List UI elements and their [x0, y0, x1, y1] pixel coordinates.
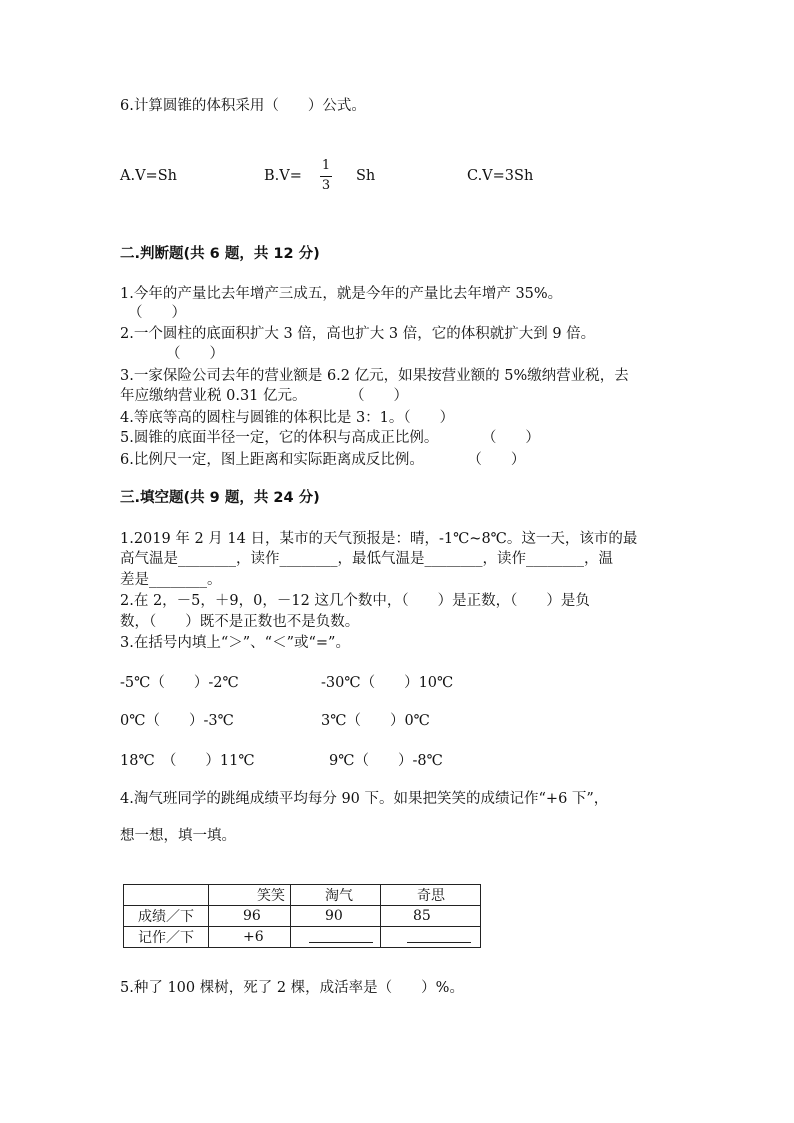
q6-option-b-suffix: Sh — [356, 168, 376, 184]
q6-option-c: C.V=3Sh — [467, 168, 534, 184]
q6-question: 6.计算圆锥的体积采用（ ）公式。 — [120, 98, 366, 114]
s3-q1-line1: 1.2019 年 2 月 14 日，某市的天气预报是：晴，-1℃~8℃。这一天，该市的最 — [120, 531, 638, 547]
s3-q4-line2: 想一想，填一填。 — [120, 828, 236, 844]
s3-q3-row3-left: 18℃ （ ）11℃ — [120, 753, 255, 769]
s3-q2-line1: 2.在 2，－5，＋9，0，－12 这几个数中，（ ）是正数，（ ）是负 — [120, 593, 590, 609]
table-cell: 记作／下 — [124, 927, 209, 948]
table-cell-blank — [291, 927, 381, 948]
score-table — [123, 884, 481, 948]
s2-item-5: 5.圆锥的底面半径一定，它的体积与高成正比例。 （ ） — [120, 430, 540, 446]
answer-blank-line — [309, 928, 373, 943]
s3-q3-row3-right: 9℃（ ）-8℃ — [329, 753, 443, 769]
s2-item-1: 1.今年的产量比去年增产三成五，就是今年的产量比去年增产 35%。 — [120, 286, 563, 302]
table-header-cell: 淘气 — [291, 885, 381, 906]
table-row — [124, 906, 481, 927]
q6-option-b-prefix: B.V= — [264, 168, 302, 184]
s3-q3-row2-right: 3℃（ ）0℃ — [321, 713, 430, 729]
s3-q1-line2: 高气温是________，读作________，最低气温是________，读作________，温 — [120, 551, 613, 567]
q6-fraction-denominator: 3 — [321, 178, 331, 193]
s3-q1-line3: 差是________。 — [120, 572, 222, 588]
s2-item-6: 6.比例尺一定，图上距离和实际距离成反比例。 （ ） — [120, 452, 526, 468]
answer-blank-line — [407, 928, 471, 943]
s3-q4-line1: 4.淘气班同学的跳绳成绩平均每分 90 下。如果把笑笑的成绩记作“+6 下”， — [120, 791, 609, 807]
s2-item-3-line1: 3.一家保险公司去年的营业额是 6.2 亿元，如果按营业额的 5%缴纳营业税，去 — [120, 368, 629, 384]
section2-heading: 二.判断题(共 6 题，共 12 分) — [120, 246, 320, 262]
s2-item-3-line2: 年应缴纳营业税 0.31 亿元。 （ ） — [120, 388, 409, 404]
s3-q3-row1-right: -30℃（ ）10℃ — [321, 675, 454, 691]
s2-item-4: 4.等底等高的圆柱与圆锥的体积比是 3：1。（ ） — [120, 410, 455, 426]
table-row — [124, 927, 481, 948]
table-header-cell: 奇思 — [381, 885, 481, 906]
table-cell: 90 — [291, 906, 381, 927]
s2-item-2-blank: （ ） — [166, 346, 224, 362]
table-header-cell: 笑笑 — [209, 885, 291, 906]
table-header-row — [124, 885, 481, 906]
table-cell: 85 — [381, 906, 481, 927]
s3-q5: 5.种了 100 棵树，死了 2 棵，成活率是（ ）%。 — [120, 980, 464, 996]
s2-item-1-blank: （ ） — [128, 305, 186, 321]
q6-fraction-numerator: 1 — [321, 158, 331, 173]
table-cell-blank — [381, 927, 481, 948]
s3-q3-row2-left: 0℃（ ）-3℃ — [120, 713, 234, 729]
s3-q3-intro: 3.在括号内填上“＞”、“＜”或“=”。 — [120, 635, 350, 651]
s3-q3-row1-left: -5℃（ ）-2℃ — [120, 675, 239, 691]
table-cell: 成绩／下 — [124, 906, 209, 927]
section3-heading: 三.填空题(共 9 题，共 24 分) — [120, 490, 320, 506]
table-cell: 96 — [209, 906, 291, 927]
table-header-cell — [124, 885, 209, 906]
q6-option-a: A.V=Sh — [120, 168, 177, 184]
q6-fraction-bar — [320, 176, 332, 177]
table-cell: +6 — [209, 927, 291, 948]
s2-item-2: 2.一个圆柱的底面积扩大 3 倍，高也扩大 3 倍，它的体积就扩大到 9 倍。 — [120, 326, 596, 342]
s3-q2-line2: 数，（ ）既不是正数也不是负数。 — [120, 614, 360, 630]
